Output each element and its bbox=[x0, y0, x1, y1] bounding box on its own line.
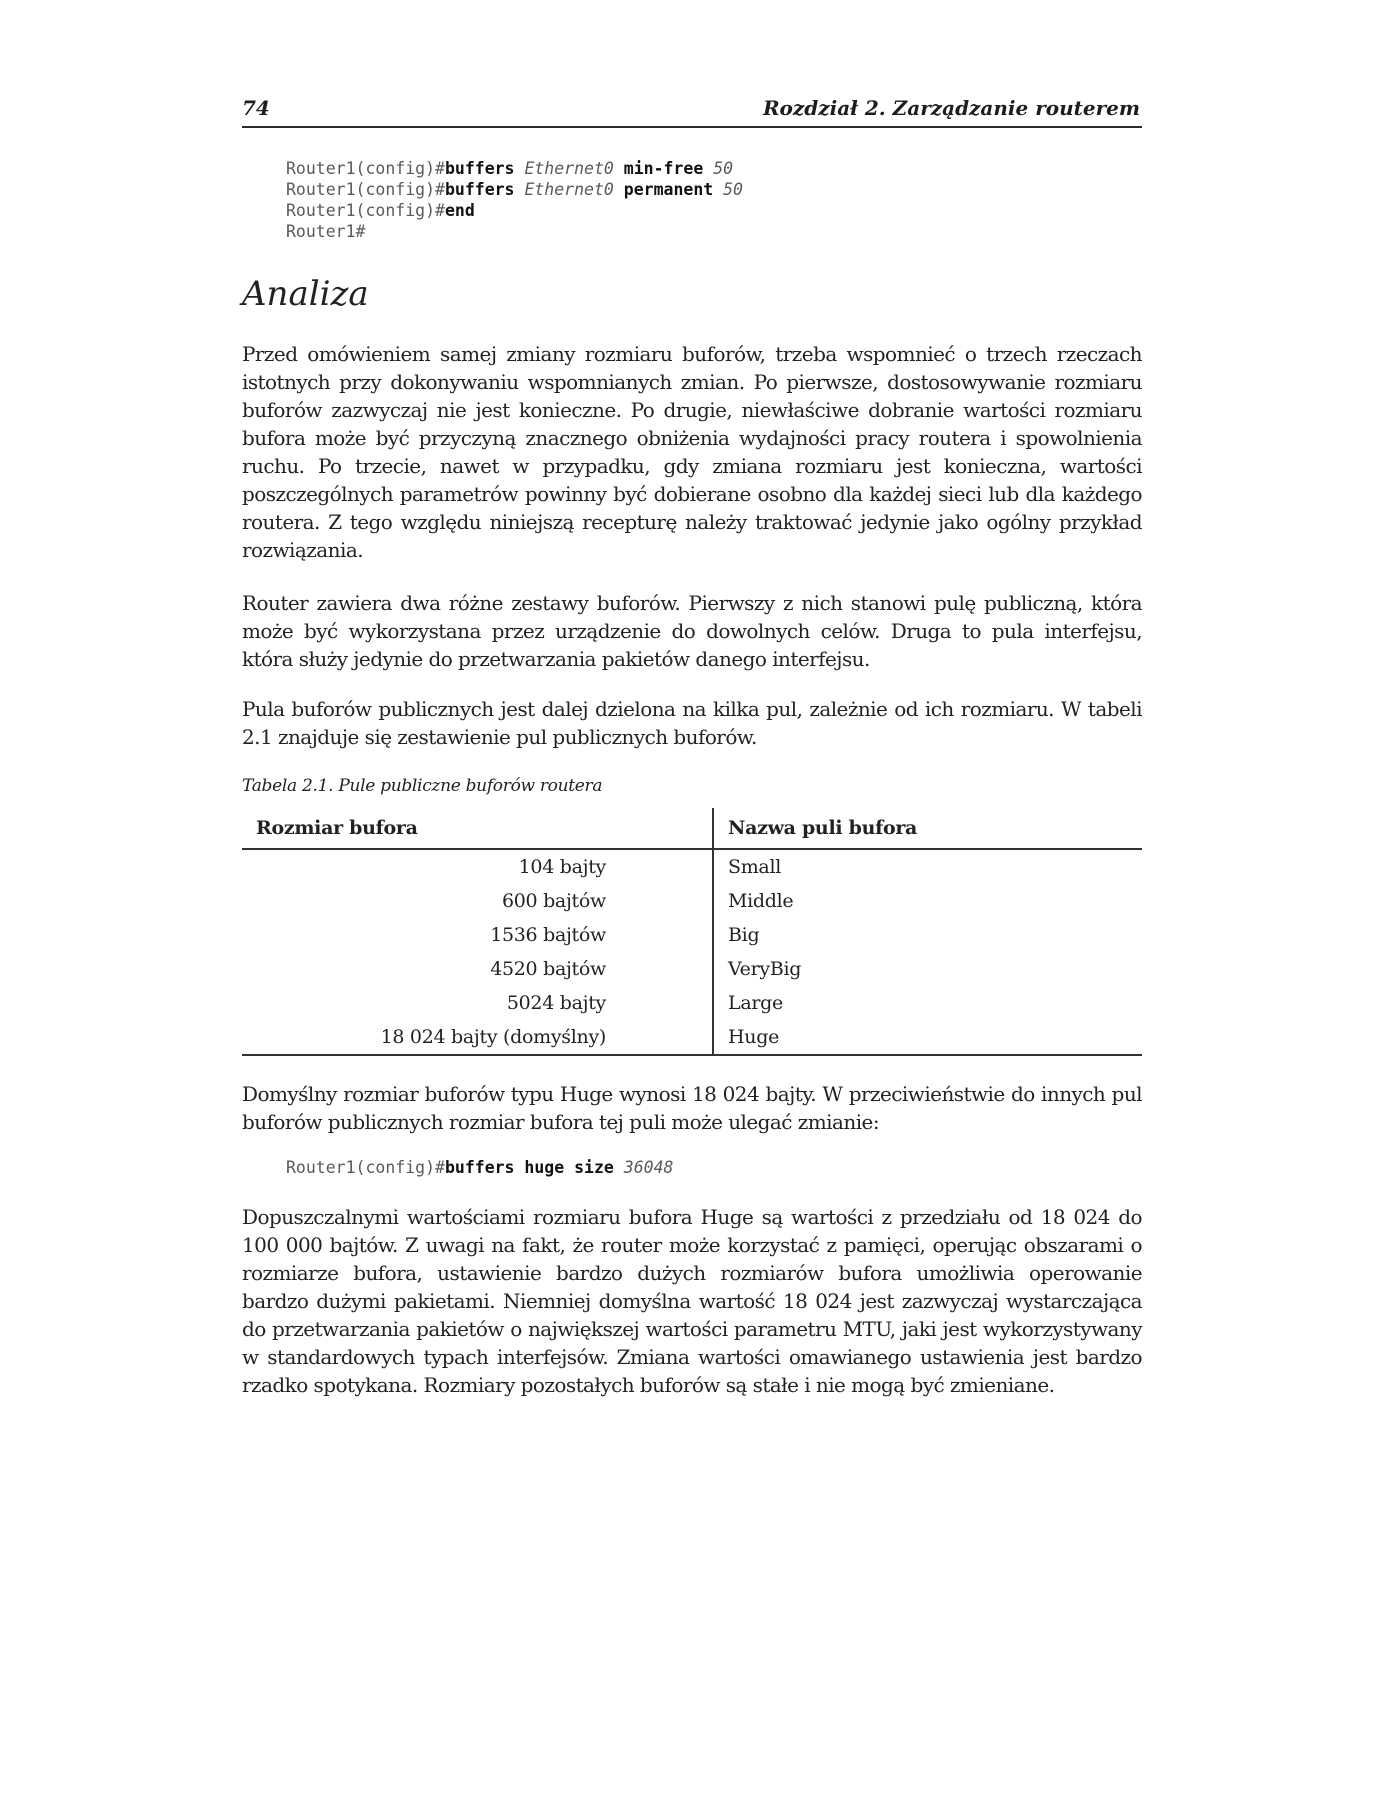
table-row bbox=[242, 849, 1142, 884]
code-line: Router1(config)#buffers Ethernet0 min-free 50 bbox=[286, 159, 734, 178]
table-row bbox=[242, 884, 1142, 918]
paragraph: Domyślny rozmiar buforów typu Huge wynosi 18 024 bajty. W przeciwieństwie do innych pul buforów publicznych rozmiar bufora tej puli może ulegać zmianie: bbox=[242, 1082, 1142, 1134]
code-line: Router1(config)#end bbox=[286, 201, 475, 220]
cell-name: Small bbox=[728, 856, 782, 878]
table-row bbox=[242, 986, 1142, 1020]
cell-name: Large bbox=[728, 992, 783, 1014]
table-row bbox=[242, 952, 1142, 986]
cell-size: 4520 bajtów bbox=[242, 952, 713, 986]
code-line: Router1# bbox=[286, 222, 366, 241]
table-caption: Tabela 2.1. Pule publiczne buforów routera bbox=[242, 776, 603, 796]
buffer-pools-table bbox=[242, 808, 1142, 1056]
paragraph: Pula buforów publicznych jest dalej dzielona na kilka pul, zależnie od ich rozmiaru. W tabeli 2.1 znajduje się zestawienie pul publicznych buforów. bbox=[242, 697, 1142, 749]
section-heading: Analiza bbox=[242, 274, 369, 314]
code-block-router-config bbox=[286, 158, 743, 242]
column-header-size: Rozmiar bufora bbox=[242, 808, 713, 849]
paragraph: Dopuszczalnymi wartościami rozmiaru bufora Huge są wartości z przedziału od 18 024 do 100 000 bajtów. Z uwagi na fakt, że router może korzystać z pamięci, operując obszarami o rozmiarze bufora, ustawienie bardzo dużych rozmiarów bufora umożliwia operowanie bardzo dużymi pakietami. Niemniej domyślna wartość 18 024 jest zazwyczaj wystarczająca do przetwarzania pakietów o największej wartości parametru MTU, jaki jest wykorzystywany w standardowych typach interfejsów. Zmiana wartości omawianego ustawienia jest bardzo rzadko spotykana. Rozmiary pozostałych buforów są stałe i nie mogą być zmieniane. bbox=[242, 1205, 1142, 1397]
cell-name: VeryBig bbox=[728, 958, 802, 980]
cell-size: 600 bajtów bbox=[242, 884, 713, 918]
table-row bbox=[242, 1020, 1142, 1055]
page-number: 74 bbox=[242, 96, 270, 120]
cell-name: Big bbox=[728, 924, 760, 946]
cell-size: 18 024 bajty (domyślny) bbox=[242, 1020, 713, 1055]
paragraph: Przed omówieniem samej zmiany rozmiaru buforów, trzeba wspomnieć o trzech rzeczach istotnych przy dokonywaniu wspomnianych zmian. Po pierwsze, dostosowywanie rozmiaru buforów zazwyczaj nie jest konieczne. Po drugie, niewłaściwe dobranie wartości rozmiaru bufora może być przyczyną znacznego obniżenia wydajności pracy routera i spowolnienia ruchu. Po trzecie, nawet w przypadku, gdy zmiana rozmiaru jest konieczna, wartości poszczególnych parametrów powinny być dobierane osobno dla każdej sieci lub dla każdego routera. Z tego względu niniejszą recepturę należy traktować jedynie jako ogólny przykład rozwiązania. bbox=[242, 342, 1142, 562]
table-header-row bbox=[242, 808, 1142, 849]
cell-size: 5024 bajty bbox=[242, 986, 713, 1020]
code-line: Router1(config)#buffers Ethernet0 permanent 50 bbox=[286, 180, 743, 199]
code-line: Router1(config)#buffers huge size 36048 bbox=[286, 1158, 674, 1177]
cell-name: Middle bbox=[728, 890, 794, 912]
code-block-huge-size bbox=[286, 1157, 673, 1178]
cell-name: Huge bbox=[728, 1026, 780, 1048]
running-header bbox=[242, 96, 1142, 128]
cell-size: 104 bajty bbox=[242, 849, 713, 884]
chapter-title: Rozdział 2. Zarządzanie routerem bbox=[762, 96, 1140, 120]
cell-size: 1536 bajtów bbox=[242, 918, 713, 952]
column-header-name: Nazwa puli bufora bbox=[728, 817, 918, 839]
table-row bbox=[242, 918, 1142, 952]
paragraph: Router zawiera dwa różne zestawy buforów. Pierwszy z nich stanowi pulę publiczną, która może być wykorzystana przez urządzenie do dowolnych celów. Druga to pula interfejsu, która służy jedynie do przetwarzania pakietów danego interfejsu. bbox=[242, 591, 1142, 671]
